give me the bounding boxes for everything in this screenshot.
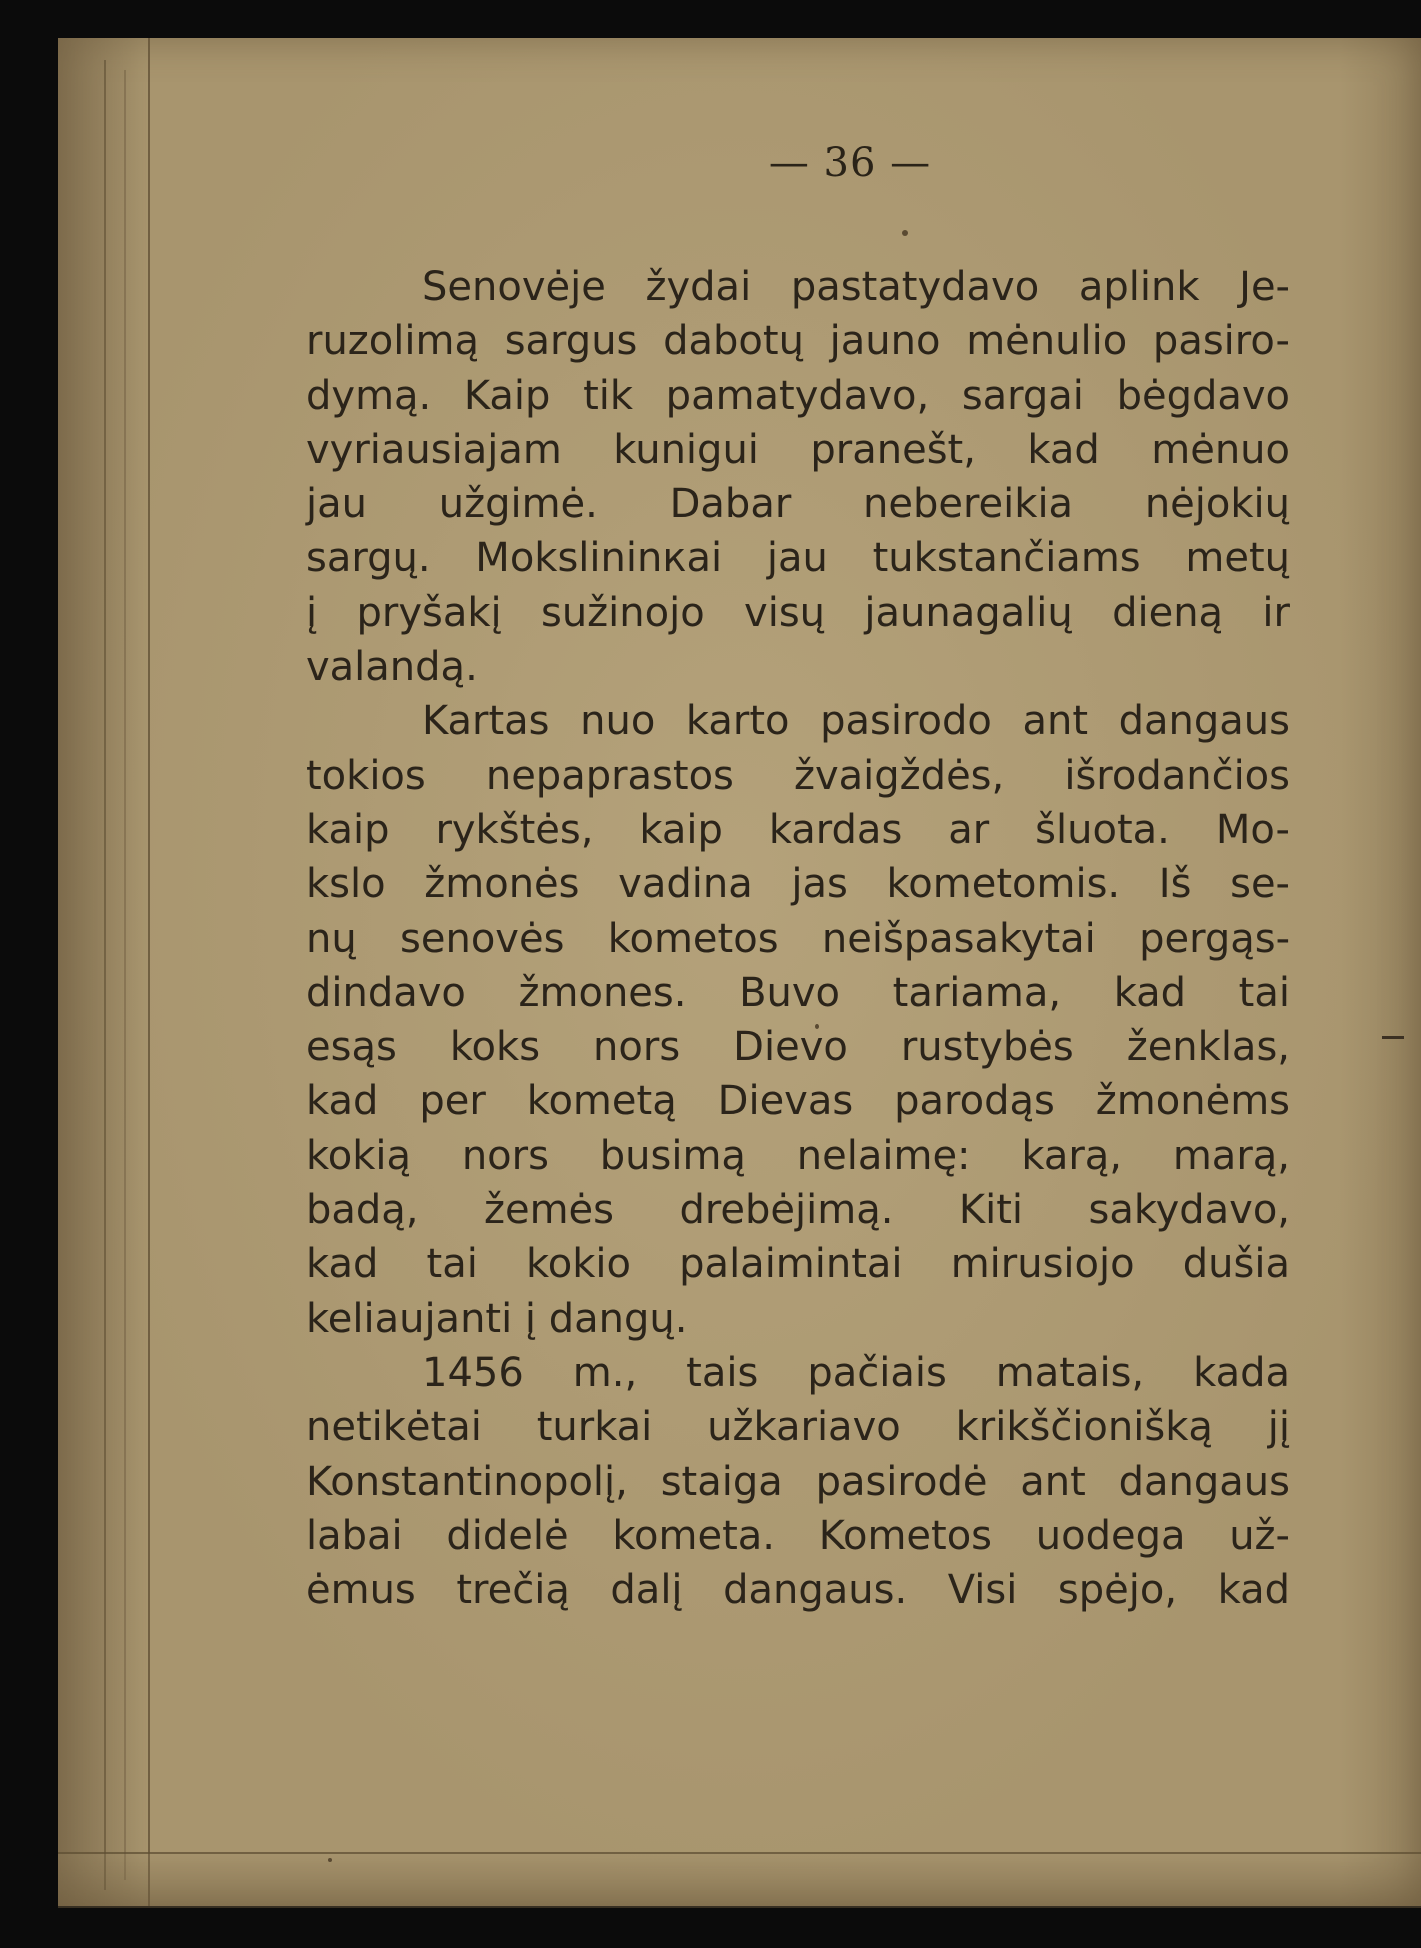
margin-dash-mark [1382, 1036, 1404, 1039]
text-line: 1456 m., tais pačiais matais, kada [422, 1349, 1290, 1396]
text-line: Kartas nuo karto pasirodo ant dangaus [422, 698, 1290, 745]
text-line: dymą. Kaip tik pamatydavo, sargai bėgdavo [306, 372, 1290, 419]
text-line: jau užgimė. Dabar nebereikia nėjokių [306, 481, 1290, 528]
text-line: vyriausiajam kunigui pranešt, kad mėnuo [306, 426, 1290, 473]
text-line: kslo žmonės vadina jas kometomis. Iš se- [306, 861, 1290, 908]
text-line: nų senovės kometos neišpasakytai pergąs- [306, 915, 1290, 962]
text-line: dindavo žmones. Buvo tariama, kad tai [306, 969, 1290, 1016]
text-line: esąs koks nors Dievo rustybės ženklas, [306, 1024, 1290, 1071]
page-number: — 36 — [768, 140, 932, 186]
text-line: sargų. Mokslininкai jau tukstančiams metų [306, 535, 1290, 582]
text-line: netikėtai turkai užkariavo krikščionišką jį [306, 1404, 1290, 1451]
text-line: kaip rykštės, kaip kardas ar šluota. Mo- [306, 806, 1290, 853]
text-line: tokios nepaprastos žvaigždės, išrodančios [306, 752, 1290, 799]
binding-crease [104, 60, 106, 1890]
text-line: Senovėje žydai pastatydavo aplink Je- [422, 264, 1290, 310]
text-line: Konstantinopolį, staiga pasirodė ant dangaus [306, 1458, 1290, 1505]
binding-crease-inner [124, 70, 126, 1880]
text-line: kad tai kokio palaimintai mirusiojo dušia [306, 1241, 1290, 1288]
text-line: keliaujanti į dangų. [306, 1295, 688, 1342]
text-line: į pryšakį sužinojo visų jaunagalių dieną ir [306, 589, 1290, 636]
ink-speck [328, 1858, 332, 1862]
text-line: kad per kometą Dievas parodąs žmonėms [306, 1078, 1290, 1125]
text-line: labai didelė kometa. Kometos uodega už- [306, 1512, 1290, 1559]
text-line: ėmus trečią dalį dangaus. Visi spėjo, kad [306, 1567, 1290, 1614]
text-line: ruzolimą sargus dabotų jauno mėnulio pasiro- [306, 318, 1290, 365]
text-line: kokią nors busimą nelaimę: karą, marą, [306, 1132, 1290, 1179]
text-line: valandą. [306, 644, 478, 691]
body-text [306, 260, 1290, 1617]
ink-speck [902, 230, 908, 236]
bottom-page-edge [58, 1852, 1421, 1908]
text-line: badą, žemės drebėjimą. Kiti sakydavo, [306, 1187, 1290, 1234]
